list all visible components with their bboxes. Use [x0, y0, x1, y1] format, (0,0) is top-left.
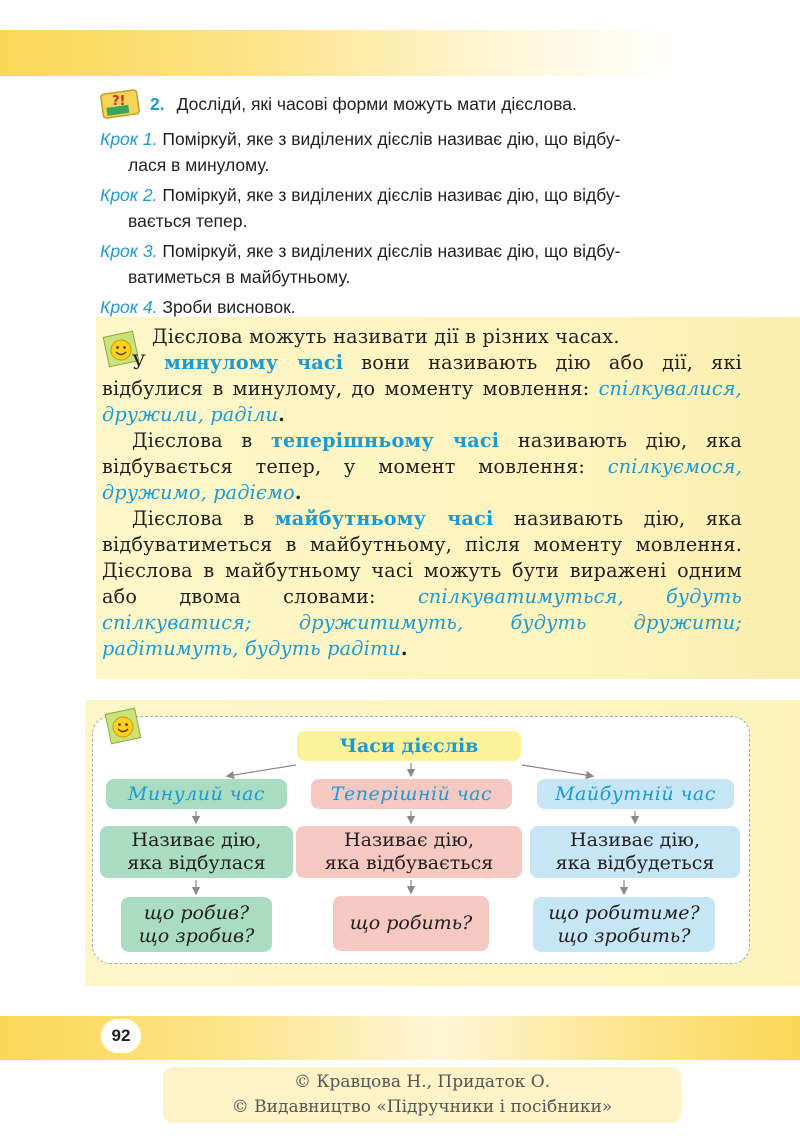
- step-text: Поміркуй, яке з виділених дієслів називає дію, що відбу-: [162, 129, 621, 149]
- step-label: Крок 2.: [100, 185, 158, 205]
- page-number: 92: [101, 1019, 141, 1053]
- present-questions: що робить?: [333, 896, 489, 951]
- smiley-note-icon: [104, 707, 142, 745]
- term-past: минулому часі: [164, 351, 344, 374]
- step-text: Поміркуй, яке з виділених дієслів називає дію, що відбу-: [162, 241, 621, 261]
- past-description: Називає дію, яка відбулася: [100, 826, 293, 878]
- scheme-title: Часи дієслів: [297, 731, 521, 761]
- research-icon: [100, 88, 142, 120]
- examples-future: спілкуватимуться, будуть спілкуватися; дружитимуть, будуть дружити; радітимуть, будуть радіти: [102, 585, 742, 660]
- present-description: Називає дію, яка відбувається: [296, 826, 522, 878]
- step-3: [100, 238, 760, 290]
- future-description: Називає дію, яка відбудеться: [530, 826, 740, 878]
- rule-intro: Дієслова можуть називати дії в різних часах.: [152, 325, 620, 348]
- examples-present: спілкуємося, дружимо, радіємо: [102, 455, 742, 504]
- copyright-notice: [163, 1067, 681, 1123]
- step-text-cont: вається тепер.: [128, 211, 248, 231]
- rule-present: Дієслова в теперішньому часі називають дію, яка відбувається тепер, у момент мовлення: спілкуємося, дружимо, радіємо.: [102, 429, 742, 504]
- top-decor-band: [0, 30, 800, 76]
- term-present: теперішньому часі: [270, 429, 500, 452]
- examples-past: спілкувалися, дружили, раділи: [102, 377, 742, 426]
- step-text-cont: ватиметься в майбутньому.: [128, 267, 351, 287]
- future-tense-heading: Майбутній час: [537, 779, 734, 809]
- present-tense-heading: Теперішній час: [311, 779, 512, 809]
- step-2: [100, 182, 760, 234]
- step-label: Крок 3.: [100, 241, 158, 261]
- future-questions: що робитиме? що зробить?: [533, 897, 715, 952]
- step-1: [100, 126, 760, 178]
- step-text: Поміркуй, яке з виділених дієслів називає дію, що відбу-: [162, 185, 621, 205]
- copyright-authors: © Кравцова Н., Придаток О.: [293, 1072, 551, 1092]
- term-future: майбутньому часі: [274, 507, 494, 530]
- past-questions: що робив? що зробив?: [121, 897, 272, 952]
- task-header: [100, 88, 760, 120]
- task-title: Досліди́, які часові форми можуть мати дієслова.: [176, 94, 577, 114]
- step-text-cont: лася в минулому.: [128, 155, 270, 175]
- task-number: 2.: [150, 94, 165, 114]
- past-tense-heading: Минулий час: [106, 779, 287, 809]
- step-label: Крок 1.: [100, 129, 158, 149]
- svg-text:?!: ?!: [112, 94, 126, 109]
- copyright-publisher: © Видавництво «Підручники і посібники»: [231, 1097, 613, 1117]
- task-block: [100, 88, 760, 324]
- rule-future: Дієслова в майбутньому часі називають дію, яка відбуватиметься в майбутньому, після моменту мовлення. Дієслова в майбутньому часі можуть бути виражені одним або двома словами: спілкуватимуться, будуть спілкуватися; дружитимуть, будуть дружити; радітимуть, будуть радіти.: [102, 507, 742, 660]
- rule-text: [102, 324, 742, 662]
- rule-past: У минулому часі вони називають дію або дії, які відбулися в минулому, до моменту мовлення: спілкувалися, дружили, раділи.: [102, 351, 742, 426]
- step-text: Зроби висновок.: [162, 297, 296, 317]
- step-label: Крок 4.: [100, 297, 158, 317]
